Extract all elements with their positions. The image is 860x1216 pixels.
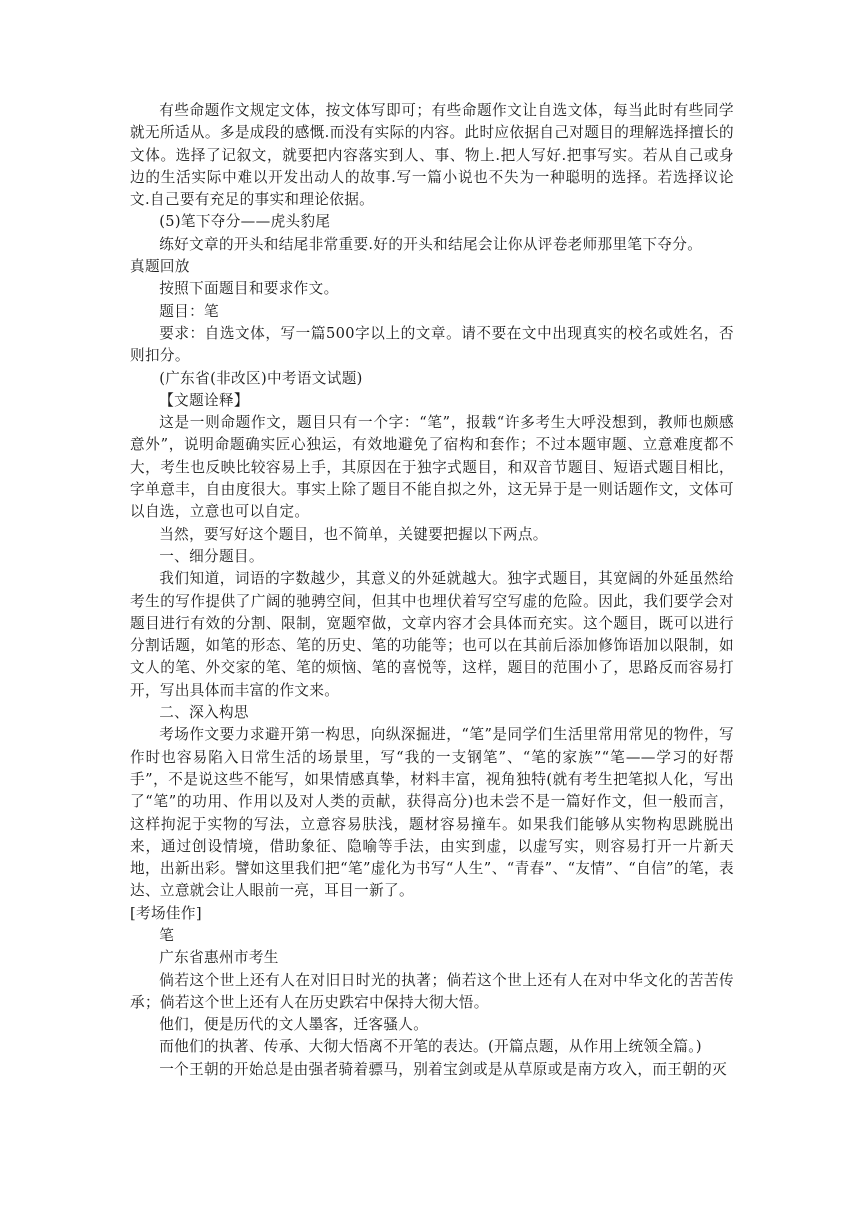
paragraph: 练好文章的开头和结尾非常重要.好的开头和结尾会让你从评卷老师那里笔下夺分。 xyxy=(159,235,703,253)
essay-paragraph: 而他们的执著、传承、大彻大悟离不开笔的表达。(开篇点题，从作用上统领全篇。) xyxy=(159,1038,702,1056)
paragraph: 这是一则命题作文，题目只有一个字：“笔”，报载“许多考生大呼没想到，教师也颇感意外”，说明命题确实匠心独运，有效地避免了宿构和套作；不过本题审题、立意难度都不大，考生也反映比较容易上手，其原因在于独字式题目，和双音节题目、短语式题目相比，字单意丰，自由度很大。事实上除了题目不能自拟之外，这无异于是一则话题作文，文体可以自选，立意也可以自定。 xyxy=(130,414,734,521)
paragraph: 当然，要写好这个题目，也不简单，关键要把握以下两点。 xyxy=(159,525,548,543)
essay-title: 笔 xyxy=(159,926,175,944)
paragraph: 有些命题作文规定文体，按文体写即可；有些命题作文让自选文体，每当此时有些同学就无所适从。多是成段的感慨.而没有实际的内容。此时应依据自己对题目的理解选择擅长的文体。选择了记叙文，就要把内容落实到人、事、物上.把人写好.把事写实。若从自己或身边的生活实际中难以开发出动人的故事.写一篇小说也不失为一种聪明的选择。若选择议论文.自己要有充足的事实和理论依据。 xyxy=(130,102,734,209)
section-heading: 【文题诠释】 xyxy=(159,391,249,409)
section-heading: (5)笔下夺分——虎头豹尾 xyxy=(159,213,331,231)
section-heading: 真题回放 xyxy=(130,258,190,276)
section-heading: [考场佳作] xyxy=(130,904,202,922)
paragraph: 我们知道，词语的字数越少，其意义的外延就越大。独字式题目，其宽阔的外延虽然给考生的写作提供了广阔的驰骋空间，但其中也埋伏着写空写虚的危险。因此，我们要学会对题目进行有效的分割、限制，宽题窄做，文章内容才会具体而充实。这个题目，既可以进行分割话题，如笔的形态、笔的历史、笔的功能等；也可以在其前后添加修饰语加以限制，如文人的笔、外交家的笔、笔的烦恼、笔的喜悦等，这样，题目的范围小了，思路反而容易打开，写出具体而丰富的作文来。 xyxy=(130,570,734,699)
prompt-title: 题目：笔 xyxy=(159,302,219,320)
essay-paragraph: 他们，便是历代的文人墨客，迁客骚人。 xyxy=(159,1016,429,1034)
subheading: 一、细分题目。 xyxy=(159,547,264,565)
prompt-requirements: 要求：自选文体，写一篇500字以上的文章。请不要在文中出现真实的校名或姓名，否则扣分。 xyxy=(130,324,734,365)
essay-paragraph: 倘若这个世上还有人在对旧日时光的执著；倘若这个世上还有人在对中华文化的苦苦传承；倘若这个世上还有人在历史跌宕中保持大彻大悟。 xyxy=(130,971,734,1011)
subheading: 二、深入构思 xyxy=(159,704,249,722)
essay-author: 广东省惠州市考生 xyxy=(159,949,279,967)
document-page xyxy=(130,100,734,1081)
paragraph: 考场作文要力求避开第一构思，向纵深掘进，“笔”是同学们生活里常用常见的物件，写作时也容易陷入日常生活的场景里，写“我的一支钢笔”、“笔的家族”“笔——学习的好帮手”，不是说这些不能写，如果情感真挚，材料丰富，视角独特(就有考生把笔拟人化，写出了“笔”的功用、作用以及对人类的贡献，获得高分)也未尝不是一篇好作文，但一般而言，这样拘泥于实物的写法，立意容易肤浅，题材容易撞车。如果我们能够从实物构思跳脱出来，通过创设情境，借助象征、隐喻等手法，由实到虚，以虚写实，则容易打开一片新天地，出新出彩。譬如这里我们把“笔”虚化为书写“人生”、“青春”、“友情”、“自信”的笔，表达、立意就会让人眼前一亮，耳目一新了。 xyxy=(130,726,734,900)
paragraph: 按照下面题目和要求作文。 xyxy=(159,280,339,298)
prompt-source: (广东省(非改区)中考语文试题) xyxy=(159,369,363,387)
essay-paragraph: 一个王朝的开始总是由强者骑着骠马，别着宝剑或是从草原或是南方攻入，而王朝的灭 xyxy=(159,1060,728,1078)
